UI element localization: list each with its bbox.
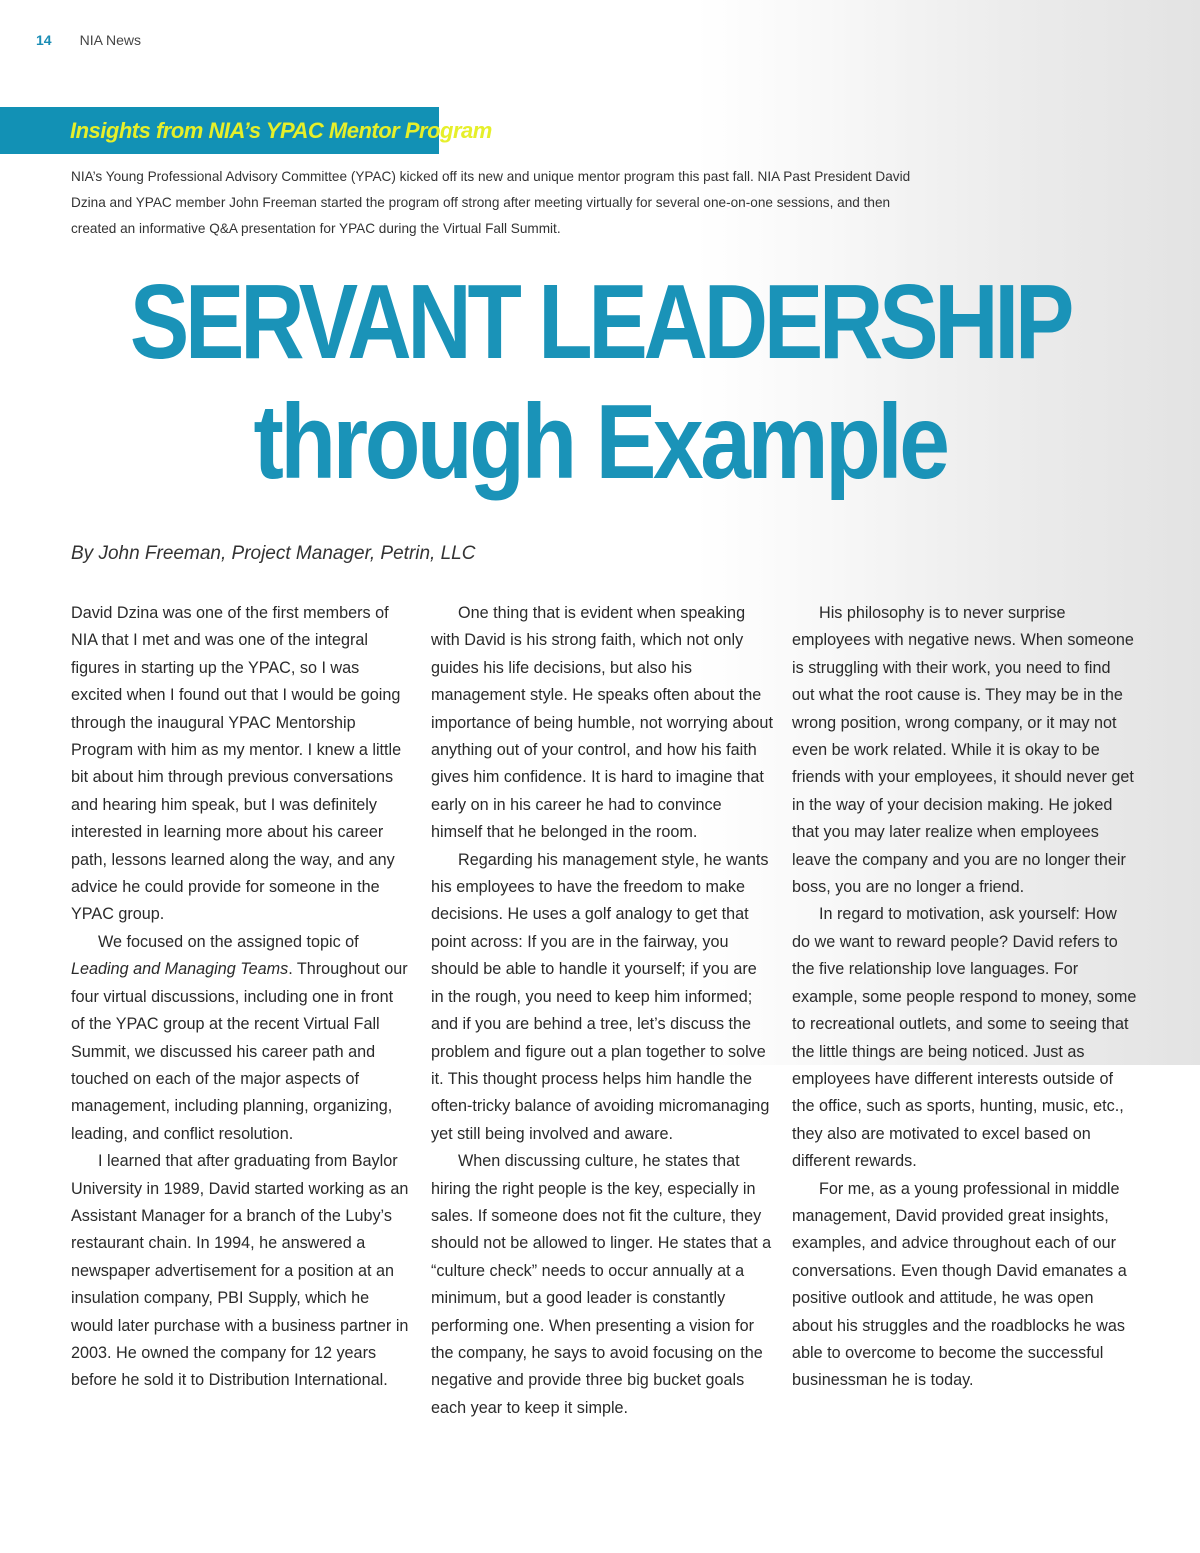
paragraph: In regard to motivation, ask yourself: How do we want to reward people? David refers to the five relationship love languages. For example, some people respond to money, some to recreational outlets, and some to seeing that the little things are being noticed. Just as employees have different interests outside of the office, such as sports, hunting, music, etc., they also are motivated to excel based on different rewards. [792,905,1137,1171]
page-header [36,32,141,48]
column-2 [431,600,773,1422]
byline: By John Freeman, Project Manager, Petrin, LLC [71,543,476,564]
column-3 [792,600,1137,1395]
paragraph-text: We focused on the assigned topic of [98,932,359,951]
column-1 [71,600,411,1395]
section-banner [0,107,492,154]
paragraph: For me, as a young professional in middle management, David provided great insights, examples, and advice throughout each of our conversations. Even though David emanates a positive outlook and attitude, he was open about his struggles and the roadblocks he was able to overcome to become the successful businessman he is today. [792,1179,1127,1390]
paragraph: One thing that is evident when speaking with David is his strong faith, which not only guides his life decisions, but also his management style. He speaks often about the importance of being humble, not worrying about anything out of your control, and how his faith gives him confidence. It is hard to imagine that early on in his career he had to convince himself that he belonged in the room. [431,604,773,842]
headline-line-1: SERVANT LEADERSHIP [129,263,1071,381]
headline-line-2: through Example [253,383,947,501]
paragraph: His philosophy is to never surprise employees with negative news. When someone is struggling with their work, you need to find out what the root cause is. They may be in the wrong position, wrong company, or it may not even be work related. While it is okay to be friends with your employees, it should never get in the way of your decision making. He joked that you may later realize when employees leave the company and you are no longer their boss, you are no longer a friend. [792,604,1134,897]
banner-title: Insights from NIA’s YPAC Mentor Program [70,117,492,143]
paragraph: When discussing culture, he states that hiring the right people is the key, especially in sales. If someone does not fit the culture, they should not be allowed to linger. He states that a “culture check” needs to occur annually at a minimum, but a good leader is constantly performing one. When presenting a vision for the company, he says to avoid focusing on the negative and provide three big bucket goals each year to keep it simple. [431,1152,772,1417]
paragraph: David Dzina was one of the first members of NIA that I met and was one of the integral figures in starting up the YPAC, so I was excited when I found out that I would be going through the inaugural YPAC Mentorship Program with him as my mentor. I knew a little bit about him through previous conversations and hearing him speak, but I was definitely interested in learning more about his career path, lessons learned along the way, and any advice he could provide for someone in the YPAC group. [71,604,402,924]
paragraph-text: . Throughout our four virtual discussions, including one in front of the YPAC group at the recent Virtual Fall Summit, we discussed his career path and touched on each of the major aspects of management, including planning, organizing, leading, and conflict resolution. [71,960,408,1143]
publication-name: NIA News [79,32,142,48]
topic-title: Leading and Managing Teams [71,960,289,979]
article-headline [0,262,1200,502]
intro-paragraph: NIA’s Young Professional Advisory Committee (YPAC) kicked off its new and unique mentor program this past fall. NIA Past President David Dzina and YPAC member John Freeman started the program off strong after meeting virtually for several one-on-one sessions, and then created an informative Q&A presentation for YPAC during the Virtual Fall Summit. [71,169,911,236]
page-number: 14 [36,32,52,48]
paragraph: I learned that after graduating from Baylor University in 1989, David started working as an Assistant Manager for a branch of the Luby’s restaurant chain. In 1994, he answered a newspaper advertisement for a position at an insulation company, PBI Supply, which he would later purchase with a business partner in 2003. He owned the company for 12 years before he sold it to Distribution International. [71,1152,409,1390]
paragraph: Regarding his management style, he wants his employees to have the freedom to make decisions. He uses a golf analogy to get that point across: If you are in the fairway, you should be able to handle it yourself; if you are in the rough, you need to keep him informed; and if you are behind a tree, let’s discuss the problem and figure out a plan together to solve it. This thought process helps him handle the often-tricky balance of avoiding micromanaging yet still being involved and aware. [431,850,770,1143]
paragraph [71,929,411,1148]
